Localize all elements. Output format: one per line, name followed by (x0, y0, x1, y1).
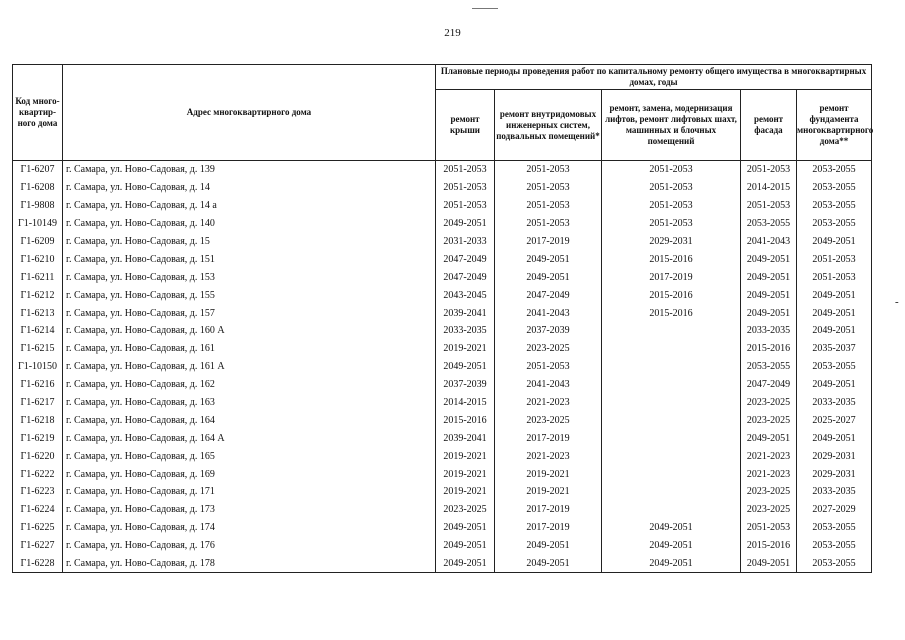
cell-systems: 2049-2051 (495, 537, 602, 555)
table-row (13, 268, 872, 286)
cell-address: г. Самара, ул. Ново-Садовая, д. 140 (63, 215, 436, 233)
header-roof: ремонт крыши (436, 90, 495, 161)
cell-elevators (602, 429, 741, 447)
cell-foundation: 2033-2035 (797, 483, 872, 501)
cell-elevators: 2029-2031 (602, 233, 741, 251)
cell-foundation: 2027-2029 (797, 501, 872, 519)
cell-facade: 2047-2049 (741, 376, 797, 394)
cell-facade: 2053-2055 (741, 215, 797, 233)
cell-facade: 2023-2025 (741, 483, 797, 501)
cell-elevators: 2017-2019 (602, 268, 741, 286)
cell-systems: 2049-2051 (495, 268, 602, 286)
cell-facade: 2015-2016 (741, 537, 797, 555)
cell-address: г. Самара, ул. Ново-Садовая, д. 14 (63, 179, 436, 197)
cell-code: Г1-6222 (13, 465, 63, 483)
cell-systems: 2023-2025 (495, 340, 602, 358)
cell-elevators: 2051-2053 (602, 215, 741, 233)
cell-elevators: 2049-2051 (602, 519, 741, 537)
cell-facade: 2023-2025 (741, 411, 797, 429)
table-row (13, 447, 872, 465)
cell-facade: 2049-2051 (741, 286, 797, 304)
table-row (13, 322, 872, 340)
cell-roof: 2014-2015 (436, 394, 495, 412)
cell-foundation: 2053-2055 (797, 215, 872, 233)
table-row (13, 197, 872, 215)
cell-foundation: 2053-2055 (797, 161, 872, 179)
cell-facade: 2014-2015 (741, 179, 797, 197)
cell-elevators (602, 322, 741, 340)
cell-code: Г1-6218 (13, 411, 63, 429)
cell-elevators: 2051-2053 (602, 197, 741, 215)
cell-systems: 2019-2021 (495, 483, 602, 501)
cell-code: Г1-6227 (13, 537, 63, 555)
table-body (13, 161, 872, 573)
table-row (13, 465, 872, 483)
cell-systems: 2023-2025 (495, 411, 602, 429)
table-row (13, 429, 872, 447)
cell-systems: 2017-2019 (495, 501, 602, 519)
cell-address: г. Самара, ул. Ново-Садовая, д. 162 (63, 376, 436, 394)
cell-elevators (602, 465, 741, 483)
cell-elevators: 2015-2016 (602, 250, 741, 268)
header-foundation: ремонт фундамента многоквартирного дома** (797, 90, 872, 161)
cell-address: г. Самара, ул. Ново-Садовая, д. 164 (63, 411, 436, 429)
cell-facade: 2051-2053 (741, 519, 797, 537)
cell-roof: 2019-2021 (436, 465, 495, 483)
cell-code: Г1-9808 (13, 197, 63, 215)
cell-foundation: 2035-2037 (797, 340, 872, 358)
cell-systems: 2047-2049 (495, 286, 602, 304)
cell-address: г. Самара, ул. Ново-Садовая, д. 165 (63, 447, 436, 465)
table-row (13, 340, 872, 358)
cell-roof: 2047-2049 (436, 268, 495, 286)
cell-foundation: 2049-2051 (797, 233, 872, 251)
cell-foundation: 2029-2031 (797, 447, 872, 465)
cell-systems: 2037-2039 (495, 322, 602, 340)
cell-foundation: 2025-2027 (797, 411, 872, 429)
cell-foundation: 2033-2035 (797, 394, 872, 412)
cell-roof: 2031-2033 (436, 233, 495, 251)
cell-roof: 2019-2021 (436, 447, 495, 465)
cell-elevators: 2051-2053 (602, 161, 741, 179)
cell-systems: 2017-2019 (495, 519, 602, 537)
cell-code: Г1-6209 (13, 233, 63, 251)
table-row (13, 286, 872, 304)
cell-systems: 2051-2053 (495, 358, 602, 376)
cell-facade: 2049-2051 (741, 429, 797, 447)
cell-code: Г1-6210 (13, 250, 63, 268)
cell-elevators (602, 411, 741, 429)
cell-systems: 2051-2053 (495, 179, 602, 197)
cell-code: Г1-6225 (13, 519, 63, 537)
table-row (13, 501, 872, 519)
cell-code: Г1-6224 (13, 501, 63, 519)
cell-foundation: 2029-2031 (797, 465, 872, 483)
cell-address: г. Самара, ул. Ново-Садовая, д. 163 (63, 394, 436, 412)
cell-systems: 2051-2053 (495, 215, 602, 233)
cell-address: г. Самара, ул. Ново-Садовая, д. 15 (63, 233, 436, 251)
cell-elevators: 2049-2051 (602, 555, 741, 573)
table-row (13, 250, 872, 268)
cell-code: Г1-6214 (13, 322, 63, 340)
table-row (13, 483, 872, 501)
cell-facade: 2021-2023 (741, 465, 797, 483)
cell-code: Г1-6215 (13, 340, 63, 358)
cell-foundation: 2049-2051 (797, 429, 872, 447)
table-row (13, 537, 872, 555)
cell-facade: 2049-2051 (741, 250, 797, 268)
cell-facade: 2041-2043 (741, 233, 797, 251)
cell-address: г. Самара, ул. Ново-Садовая, д. 14 а (63, 197, 436, 215)
cell-address: г. Самара, ул. Ново-Садовая, д. 155 (63, 286, 436, 304)
cell-elevators (602, 447, 741, 465)
cell-address: г. Самара, ул. Ново-Садовая, д. 164 А (63, 429, 436, 447)
cell-foundation: 2051-2053 (797, 250, 872, 268)
cell-address: г. Самара, ул. Ново-Садовая, д. 169 (63, 465, 436, 483)
cell-code: Г1-6212 (13, 286, 63, 304)
cell-foundation: 2053-2055 (797, 179, 872, 197)
cell-foundation: 2049-2051 (797, 376, 872, 394)
scan-mark-right: - (895, 296, 899, 308)
cell-code: Г1-6213 (13, 304, 63, 322)
cell-foundation: 2049-2051 (797, 322, 872, 340)
cell-address: г. Самара, ул. Ново-Садовая, д. 157 (63, 304, 436, 322)
cell-code: Г1-6219 (13, 429, 63, 447)
cell-code: Г1-6217 (13, 394, 63, 412)
cell-elevators: 2051-2053 (602, 179, 741, 197)
cell-roof: 2049-2051 (436, 358, 495, 376)
cell-foundation: 2053-2055 (797, 358, 872, 376)
capital-repair-schedule-table (12, 64, 872, 573)
header-systems: ремонт внутридомовых инженерных систем, подвальных помещений* (495, 90, 602, 161)
cell-systems: 2041-2043 (495, 304, 602, 322)
cell-roof: 2051-2053 (436, 161, 495, 179)
cell-foundation: 2053-2055 (797, 519, 872, 537)
cell-elevators: 2049-2051 (602, 537, 741, 555)
cell-roof: 2039-2041 (436, 304, 495, 322)
page-number: 219 (444, 27, 461, 39)
cell-address: г. Самара, ул. Ново-Садовая, д. 160 А (63, 322, 436, 340)
cell-systems: 2017-2019 (495, 429, 602, 447)
cell-elevators (602, 501, 741, 519)
cell-code: Г1-10150 (13, 358, 63, 376)
cell-systems: 2017-2019 (495, 233, 602, 251)
cell-elevators (602, 394, 741, 412)
table-row (13, 215, 872, 233)
cell-code: Г1-6211 (13, 268, 63, 286)
header-periods-group: Плановые периоды проведения работ по капитальному ремонту общего имущества в многоквартирных домах, годы (436, 65, 872, 90)
cell-facade: 2023-2025 (741, 501, 797, 519)
cell-elevators: 2015-2016 (602, 286, 741, 304)
cell-systems: 2021-2023 (495, 394, 602, 412)
cell-address: г. Самара, ул. Ново-Садовая, д. 139 (63, 161, 436, 179)
cell-address: г. Самара, ул. Ново-Садовая, д. 176 (63, 537, 436, 555)
table-row (13, 519, 872, 537)
table-row (13, 304, 872, 322)
cell-elevators (602, 376, 741, 394)
cell-code: Г1-6223 (13, 483, 63, 501)
cell-facade: 2051-2053 (741, 161, 797, 179)
cell-foundation: 2053-2055 (797, 555, 872, 573)
cell-roof: 2049-2051 (436, 215, 495, 233)
table-row (13, 161, 872, 179)
cell-facade: 2049-2051 (741, 304, 797, 322)
cell-roof: 2049-2051 (436, 519, 495, 537)
cell-facade: 2049-2051 (741, 555, 797, 573)
cell-roof: 2049-2051 (436, 537, 495, 555)
cell-foundation: 2053-2055 (797, 197, 872, 215)
cell-facade: 2049-2051 (741, 268, 797, 286)
cell-systems: 2051-2053 (495, 161, 602, 179)
cell-systems: 2049-2051 (495, 250, 602, 268)
cell-roof: 2047-2049 (436, 250, 495, 268)
header-code: Код много-квартир-ного дома (13, 65, 63, 161)
table-row (13, 394, 872, 412)
cell-facade: 2033-2035 (741, 322, 797, 340)
cell-code: Г1-6228 (13, 555, 63, 573)
cell-systems: 2049-2051 (495, 555, 602, 573)
cell-address: г. Самара, ул. Ново-Садовая, д. 173 (63, 501, 436, 519)
cell-facade: 2021-2023 (741, 447, 797, 465)
cell-elevators (602, 483, 741, 501)
cell-code: Г1-6207 (13, 161, 63, 179)
cell-roof: 2051-2053 (436, 197, 495, 215)
cell-roof: 2037-2039 (436, 376, 495, 394)
cell-code: Г1-6220 (13, 447, 63, 465)
cell-foundation: 2053-2055 (797, 537, 872, 555)
cell-roof: 2023-2025 (436, 501, 495, 519)
cell-facade: 2051-2053 (741, 197, 797, 215)
cell-roof: 2033-2035 (436, 322, 495, 340)
cell-roof: 2051-2053 (436, 179, 495, 197)
cell-roof: 2049-2051 (436, 555, 495, 573)
table-row (13, 411, 872, 429)
cell-elevators (602, 340, 741, 358)
cell-address: г. Самара, ул. Ново-Садовая, д. 151 (63, 250, 436, 268)
cell-code: Г1-6216 (13, 376, 63, 394)
cell-address: г. Самара, ул. Ново-Садовая, д. 174 (63, 519, 436, 537)
header-elevators: ремонт, замена, модернизация лифтов, ремонт лифтовых шахт, машинных и блочных помещений (602, 90, 741, 161)
cell-roof: 2019-2021 (436, 340, 495, 358)
table-row (13, 555, 872, 573)
table-row (13, 376, 872, 394)
cell-foundation: 2051-2053 (797, 268, 872, 286)
cell-address: г. Самара, ул. Ново-Садовая, д. 171 (63, 483, 436, 501)
cell-facade: 2015-2016 (741, 340, 797, 358)
scan-mark-top (472, 8, 498, 9)
table-row (13, 233, 872, 251)
cell-roof: 2043-2045 (436, 286, 495, 304)
table-row (13, 179, 872, 197)
header-facade: ремонт фасада (741, 90, 797, 161)
cell-roof: 2019-2021 (436, 483, 495, 501)
header-address: Адрес многоквартирного дома (63, 65, 436, 161)
cell-facade: 2023-2025 (741, 394, 797, 412)
cell-roof: 2039-2041 (436, 429, 495, 447)
cell-systems: 2051-2053 (495, 197, 602, 215)
cell-systems: 2041-2043 (495, 376, 602, 394)
cell-address: г. Самара, ул. Ново-Садовая, д. 161 (63, 340, 436, 358)
cell-systems: 2021-2023 (495, 447, 602, 465)
cell-code: Г1-10149 (13, 215, 63, 233)
cell-code: Г1-6208 (13, 179, 63, 197)
cell-address: г. Самара, ул. Ново-Садовая, д. 153 (63, 268, 436, 286)
cell-foundation: 2049-2051 (797, 286, 872, 304)
cell-address: г. Самара, ул. Ново-Садовая, д. 178 (63, 555, 436, 573)
cell-elevators: 2015-2016 (602, 304, 741, 322)
cell-roof: 2015-2016 (436, 411, 495, 429)
cell-address: г. Самара, ул. Ново-Садовая, д. 161 А (63, 358, 436, 376)
cell-elevators (602, 358, 741, 376)
table-row (13, 358, 872, 376)
cell-facade: 2053-2055 (741, 358, 797, 376)
cell-foundation: 2049-2051 (797, 304, 872, 322)
cell-systems: 2019-2021 (495, 465, 602, 483)
